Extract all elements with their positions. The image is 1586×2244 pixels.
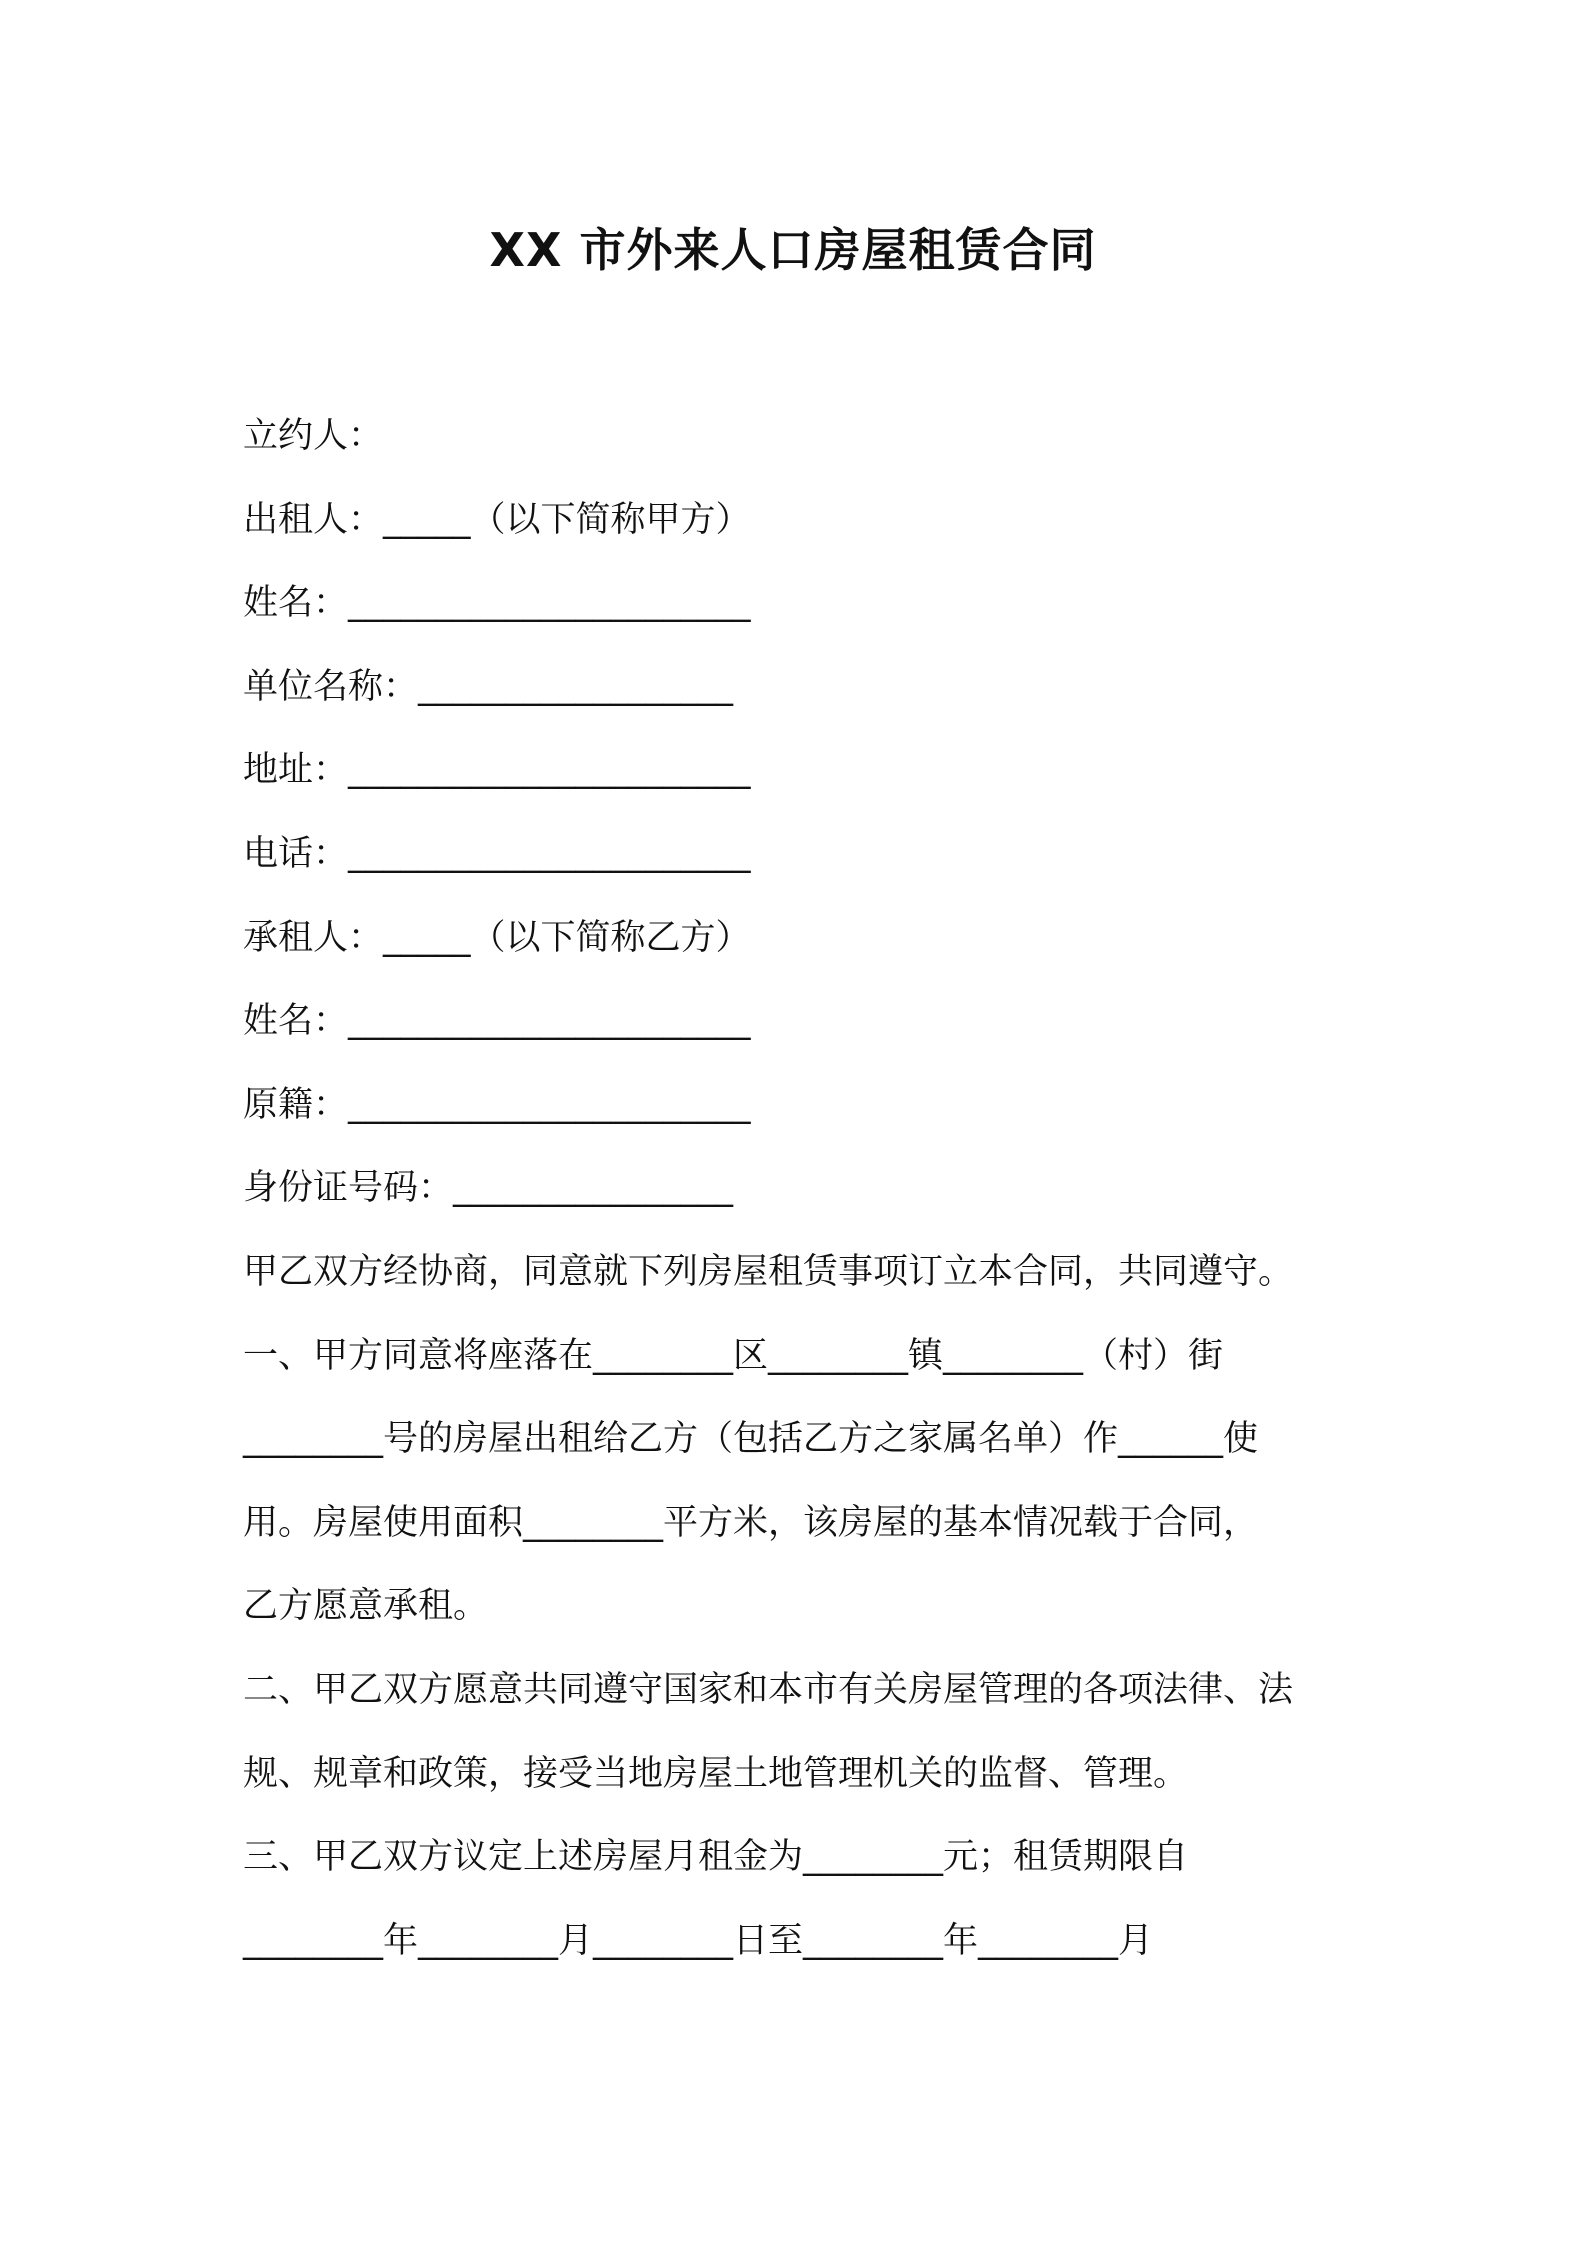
clause-2-line-2: 规、规章和政策，接受当地房屋土地管理机关的监督、管理。 xyxy=(243,1753,1189,1794)
clause-3-line-2: ________年________月________日至________年________月 xyxy=(243,1920,1154,1961)
clause-3-line-1: 三、甲乙双方议定上述房屋月租金为________元；租赁期限自 xyxy=(243,1837,1189,1878)
lessee-name-field: 姓名：_______________________ xyxy=(243,1001,751,1042)
contract-body xyxy=(243,395,1363,1983)
document-title: XX 市外来人口房屋租赁合同 xyxy=(489,223,1097,277)
lessee-line: 承租人：_____（以下简称乙方） xyxy=(243,917,751,958)
signatory-label: 立约人： xyxy=(243,416,384,456)
lessee-id-field: 身份证号码：________________ xyxy=(243,1168,734,1209)
clause-1-line-1: 一、甲方同意将座落在________区________镇________（村）街 xyxy=(243,1335,1224,1376)
agreement-intro: 甲乙双方经协商，同意就下列房屋租赁事项订立本合同，共同遵守。 xyxy=(243,1251,1294,1292)
clause-1-line-3: 用。房屋使用面积________平方米，该房屋的基本情况载于合同， xyxy=(243,1502,1259,1543)
lessee-origin-field: 原籍：_______________________ xyxy=(243,1084,751,1125)
lessor-unit-field: 单位名称：__________________ xyxy=(243,666,734,707)
lessor-line: 出租人：_____（以下简称甲方） xyxy=(243,499,751,540)
clause-1-line-4: 乙方愿意承租。 xyxy=(243,1586,489,1627)
lessor-address-field: 地址：_______________________ xyxy=(243,750,751,791)
clause-2-line-1: 二、甲乙双方愿意共同遵守国家和本市有关房屋管理的各项法律、法 xyxy=(243,1669,1294,1710)
lessor-phone-field: 电话：_______________________ xyxy=(243,833,751,874)
lessor-name-field: 姓名：_______________________ xyxy=(243,583,751,624)
clause-1-line-2: ________号的房屋出租给乙方（包括乙方之家属名单）作______使 xyxy=(243,1419,1259,1460)
